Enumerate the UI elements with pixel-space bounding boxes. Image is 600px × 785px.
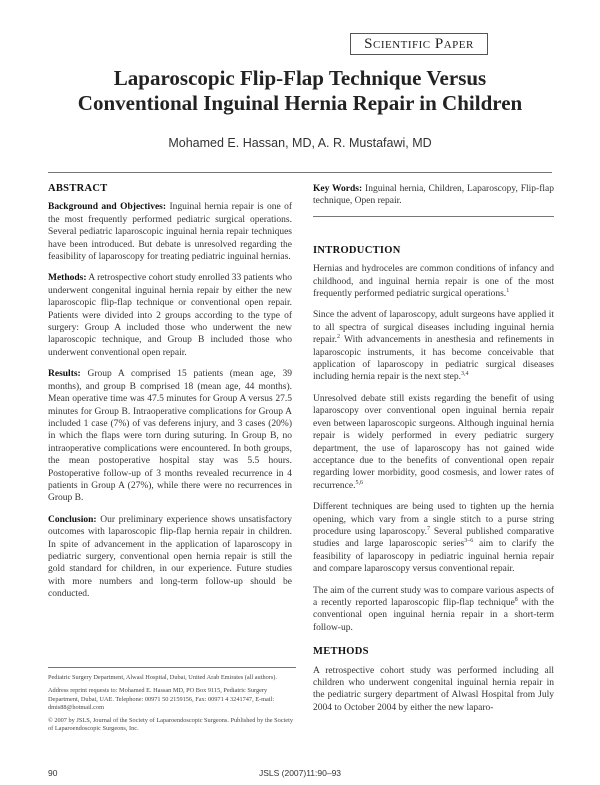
background-label: Background and Objectives: bbox=[48, 202, 167, 213]
conclusion-text: Our preliminary experience shows unsatisfactory outcomes with laparoscopic flip-flap hernia repair in children. In spite of advancement in the application of laparoscopy in pediatric surgery, conventional open hernia repair is still the gold standard for children, in our experience. Future studies with more numbers and long-term follow-up should be conducted. bbox=[48, 514, 293, 600]
abstract-results bbox=[48, 368, 292, 504]
methods-text: A retrospective cohort study enrolled 33 patients who underwent congenital inguinal hernia repair by either the new laparoscopic flip-flap technique or conventional open repair. Patients were divided into 2 groups according to the type of surgery: Group A included those who underwent the new laparoscopic technique, and Group B included those who underwent conventional open repair. bbox=[48, 273, 292, 358]
methods-heading: METHODS bbox=[313, 646, 369, 658]
article-title bbox=[60, 66, 540, 116]
intro-p4-cont: Several published comparative studies and large laparoscopic series bbox=[313, 526, 554, 550]
title-divider bbox=[48, 172, 552, 173]
results-label: Results: bbox=[48, 369, 81, 380]
section-label: Scientific Paper bbox=[350, 33, 488, 55]
intro-p4-ref2: 3–6 bbox=[464, 538, 474, 545]
intro-paragraph-4 bbox=[313, 501, 554, 575]
intro-p2-ref: 2 bbox=[337, 334, 341, 341]
intro-p2-ref2: 3,4 bbox=[461, 371, 469, 378]
title-line-1: Laparoscopic Flip-Flap Technique Versus bbox=[113, 66, 487, 90]
intro-p2-cont: With advancements in anesthesia and refinements in laparoscopic instruments, it has become conceivable that application of laparoscopy in pediatric surgical diseases including hernia repair is the next step. bbox=[313, 335, 554, 383]
intro-p1-text: Hernias and hydroceles are common conditions of infancy and childhood, and inguinal hernia repair is one of the most frequently performed pediatric surgical operations. bbox=[313, 264, 554, 300]
keywords-text: Inguinal hernia, Children, Laparoscopy, Flip-flap technique, Open repair. bbox=[313, 184, 554, 207]
intro-p5-ref: 8 bbox=[514, 596, 518, 603]
intro-paragraph-1 bbox=[313, 263, 554, 300]
page-number: 90 bbox=[48, 768, 58, 778]
intro-p3-ref: 5,6 bbox=[355, 479, 363, 486]
background-text: Inguinal hernia repair is one of the most frequently performed pediatric surgical operations. Several pediatric laparoscopic inguinal hernia repair techniques have been introduced. But debate is unresolved regarding the feasibility of laparoscopy for treating pediatric inguinal hernias. bbox=[48, 202, 293, 263]
journal-citation: JSLS (2007)11:90–93 bbox=[258, 768, 342, 778]
intro-p5-cont: with the conventional open inguinal hernia repair in a short-term follow-up. bbox=[313, 597, 554, 633]
authors: Mohamed E. Hassan, MD, A. R. Mustafawi, MD bbox=[168, 136, 432, 150]
affiliation-dept: Pediatric Surgery Department, Alwasl Hospital, Dubai, United Arab Emirates (all authors). bbox=[48, 674, 277, 681]
abstract-background bbox=[48, 201, 292, 263]
introduction-heading: INTRODUCTION bbox=[313, 244, 401, 256]
affiliations bbox=[48, 667, 296, 739]
left-column bbox=[48, 183, 292, 610]
intro-p4-cont2: aim to clarify the feasibility of laparoscopy in pediatric inguinal hernia repair and compare laparoscopy versus conventional repair. bbox=[313, 539, 554, 575]
methods-label: Methods: bbox=[48, 273, 87, 284]
abstract-conclusion bbox=[48, 514, 292, 601]
right-column bbox=[313, 183, 554, 723]
results-text: Group A comprised 15 patients (mean age, 39 months), and group B comprised 18 (mean age, 44 months). Mean operative time was 47.5 minutes for Group A versus 27.5 minutes for Group B. Intraoperative complications for Group A included 1 case (7%) of vas deferens injury, and 3 cases (20%) in which the flaps were torn during suturing. In Group B, no intraoperative complications were encountered. In both groups, the mean postoperative hospital stay was 5.5 hours. Postoperative follow-up of 3 months revealed recurrence in 4 patients in Group A (27%), while there were no recurrences in Group B. bbox=[48, 369, 292, 504]
intro-paragraph-2 bbox=[313, 309, 554, 383]
intro-p4-text: Different techniques are being used to tighten up the hernia opening, which vary from a single stitch to a purse string procedure using laparoscopy. bbox=[313, 502, 554, 537]
keywords-label: Key Words: bbox=[313, 184, 363, 194]
keywords-divider bbox=[313, 216, 554, 217]
intro-p1-ref: 1 bbox=[506, 287, 510, 294]
affiliation-copyright: © 2007 by JSLS, Journal of the Society of Laparoendoscopic Surgeons. Published by the Society of Laparoendoscopic Surgeons, Inc. bbox=[48, 717, 293, 733]
conclusion-label: Conclusion: bbox=[48, 514, 97, 525]
abstract-heading: ABSTRACT bbox=[48, 183, 108, 194]
abstract-methods bbox=[48, 272, 292, 359]
intro-p4-ref: 7 bbox=[426, 525, 430, 532]
intro-p2-text: Since the advent of laparoscopy, adult surgeons have applied it to all spectra of surgical diseases including inguinal hernia repair. bbox=[313, 310, 554, 346]
title-line-2: Conventional Inguinal Hernia Repair in Children bbox=[77, 91, 523, 115]
intro-paragraph-3 bbox=[313, 393, 554, 492]
intro-p3-text: Unresolved debate still exists regarding the benefit of using laparoscopy over conventional open inguinal hernia repair even between laparoscopic surgeons. Although inguinal hernia repair is widely performed in every pediatric surgery department, the use of laparoscopy has not gained wide acceptance due to the benefits of conventional open repair regarding lower morbidity, good cosmesis, and lower rates of recurrence. bbox=[313, 393, 554, 491]
affiliation-address: Address reprint requests to: Mohamed E. Hassan MD, PO Box 9115, Pediatric Surgery Department, Dubai, UAE. Telephone: 00971 50 2159156, Fax: 00971 4 3241747, E-mail: dmis88@hotmail.com bbox=[48, 687, 275, 711]
keywords bbox=[313, 183, 554, 208]
intro-paragraph-5 bbox=[313, 585, 554, 635]
intro-p5-text: The aim of the current study was to compare various aspects of a recently reported laparoscopic flip-flap technique bbox=[313, 585, 554, 608]
methods-paragraph-1: A retrospective cohort study was performed including all children who underwent congenital inguinal hernia repair in the pediatric surgery department of Alwasl Hospital from July 2004 to October 2004 by either the new laparo- bbox=[313, 665, 554, 713]
